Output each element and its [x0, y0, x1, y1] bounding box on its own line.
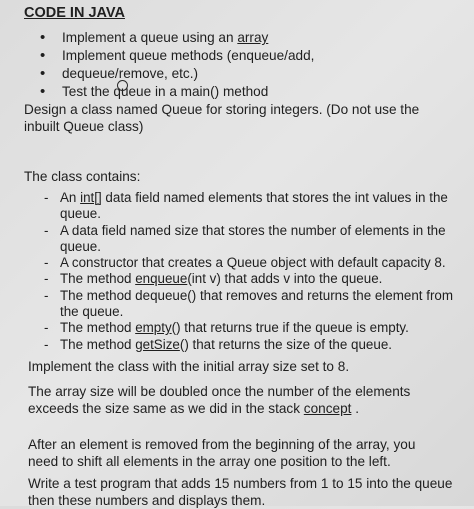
- list-item: • dequeue/remove, etc.): [40, 65, 314, 83]
- list-item: • Test the queue in a main() method: [40, 83, 314, 101]
- implement-paragraph: Implement the class with the initial array size set to 8.: [28, 359, 350, 374]
- getsize-link[interactable]: getSize: [135, 336, 180, 352]
- list-item: - A data field named size that stores the number of elements in the queue.: [44, 223, 464, 256]
- list-item: - The method enqueue(int v) that adds v into the queue.: [44, 271, 464, 287]
- class-members-list: [44, 190, 464, 353]
- list-item: - The method empty() that returns true if the queue is empty.: [44, 320, 464, 336]
- list-item: • Implement queue methods (enqueue/add,: [40, 47, 314, 65]
- contains-heading: The class contains:: [24, 169, 141, 184]
- list-item: - The method getSize() that returns the size of the queue.: [44, 337, 464, 353]
- array-size-paragraph: The array size will be doubled once the number of the elements exceeds the size same as we did in the stack concept .: [28, 384, 411, 416]
- empty-link[interactable]: empty: [135, 320, 172, 336]
- design-paragraph: Design a class named Queue for storing integers. (Do not use the inbuilt Queue class): [24, 102, 420, 134]
- list-item: - The method dequeue() that removes and returns the element from the queue.: [44, 288, 464, 321]
- concept-link[interactable]: concept: [303, 401, 352, 416]
- test-program-paragraph: Write a test program that adds 15 numbers from 1 to 15 into the queue then these numbers and displays them.: [28, 476, 453, 508]
- list-item: - An int[] data field named elements that stores the int values in the queue.: [44, 190, 464, 223]
- page-title: CODE IN JAVA: [24, 5, 125, 21]
- array-link[interactable]: array: [237, 30, 269, 45]
- int-array-link[interactable]: int[]: [80, 190, 102, 205]
- list-item: - A constructor that creates a Queue object with default capacity 8.: [44, 255, 464, 271]
- enqueue-link[interactable]: enqueue: [135, 271, 188, 287]
- requirements-list: [40, 29, 314, 101]
- mouse-cursor-icon: [117, 80, 128, 91]
- list-item: • Implement a queue using an array: [40, 29, 314, 47]
- shift-paragraph: After an element is removed from the beginning of the array, you need to shift all elements in the array one position to the left.: [28, 437, 416, 469]
